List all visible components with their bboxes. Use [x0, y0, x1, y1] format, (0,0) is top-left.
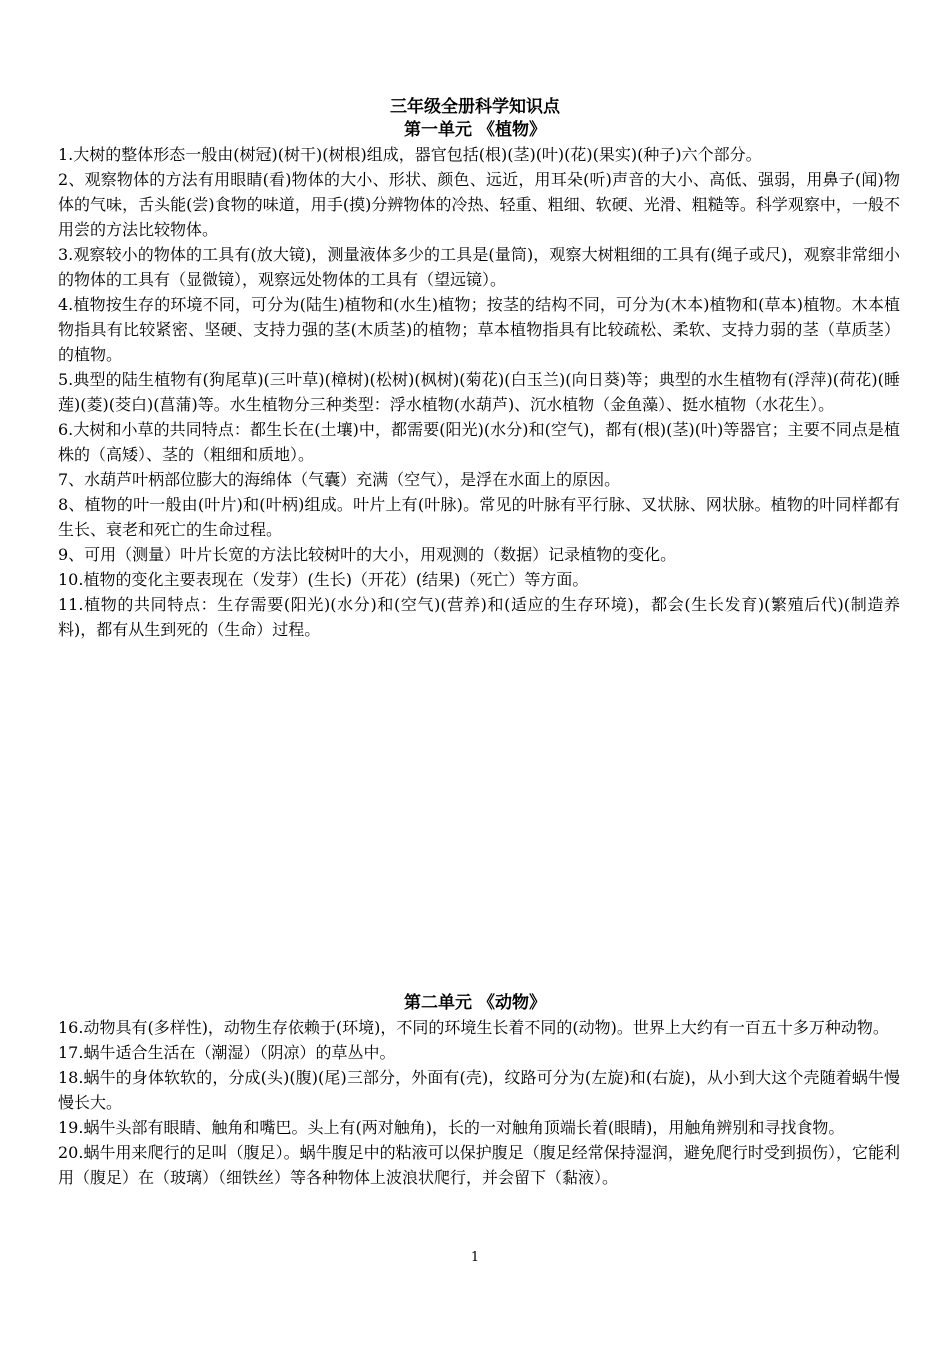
unit-2-content [58, 1015, 900, 1190]
unit-2-heading: 第二单元 《动物》 [404, 993, 546, 1013]
page-number: 1 [470, 1250, 480, 1265]
unit-1-item-1: 1.大树的整体形态一般由(树冠)(树干)(树根)组成，器官包括(根)(茎)(叶)(花)(果实)(种子)六个部分。 [58, 145, 762, 164]
unit-1-item-7: 7、水葫芦叶柄部位膨大的海绵体（气囊）充满（空气），是浮在水面上的原因。 [58, 470, 621, 489]
unit-1-heading: 第一单元 《植物》 [404, 120, 546, 140]
unit-2-item-17: 17.蜗牛适合生活在（潮湿）（阴凉）的草丛中。 [58, 1043, 396, 1062]
document-title: 三年级全册科学知识点 [390, 97, 560, 117]
unit-2-item-19: 19.蜗牛头部有眼睛、触角和嘴巴。头上有(两对触角)，长的一对触角顶端长着(眼睛)，用触角辨别和寻找食物。 [58, 1118, 845, 1137]
unit-2-item-20: 20.蜗牛用来爬行的足叫（腹足）。蜗牛腹足中的粘液可以保护腹足（腹足经常保持湿润，避免爬行时受到损伤），它能利用（腹足）在（玻璃）（细铁丝）等各种物体上波浪状爬行，并会留下（黏液）。 [58, 1143, 900, 1187]
unit-1-item-3: 3.观察较小的物体的工具有(放大镜)，测量液体多少的工具是(量筒)，观察大树粗细的工具有(绳子或尺)，观察非常细小的物体的工具有（显微镜），观察远处物体的工具有（望远镜）。 [58, 245, 900, 289]
unit-2-item-18: 18.蜗牛的身体软软的，分成(头)(腹)(尾)三部分，外面有(壳)，纹路可分为(左旋)和(右旋)，从小到大这个壳随着蜗牛慢慢长大。 [58, 1068, 900, 1112]
unit-1-item-4: 4.植物按生存的环境不同，可分为(陆生)植物和(水生)植物；按茎的结构不同，可分为(木本)植物和(草本)植物。木本植物指具有比较紧密、坚硬、支持力强的茎(木质茎)的植物；草本植物指具有比较疏松、柔软、支持力弱的茎（草质茎）的植物。 [58, 295, 900, 364]
unit-1-content [58, 142, 900, 642]
unit-1-item-5: 5.典型的陆生植物有(狗尾草)(三叶草)(樟树)(松树)(枫树)(菊花)(白玉兰)(向日葵)等；典型的水生植物有(浮萍)(荷花)(睡莲)(菱)(茭白)(菖蒲)等。水生植物分三种类型：浮水植物(水葫芦)、沉水植物（金鱼藻）、挺水植物（水花生）。 [58, 370, 900, 414]
unit-1-item-8: 8、植物的叶一般由(叶片)和(叶柄)组成。叶片上有(叶脉)。常见的叶脉有平行脉、叉状脉、网状脉。植物的叶同样都有生长、衰老和死亡的生命过程。 [58, 495, 900, 539]
unit-1-item-9: 9、可用（测量）叶片长宽的方法比较树叶的大小，用观测的（数据）记录植物的变化。 [58, 545, 677, 564]
unit-2-item-16: 16.动物具有(多样性)，动物生存依赖于(环境)，不同的环境生长着不同的(动物)。世界上大约有一百五十多万种动物。 [58, 1018, 889, 1037]
unit-1-item-6: 6.大树和小草的共同特点：都生长在(土壤)中，都需要(阳光)(水分)和(空气)，都有(根)(茎)(叶)等器官；主要不同点是植株的（高矮）、茎的（粗细和质地）。 [58, 420, 900, 464]
unit-1-item-11: 11.植物的共同特点：生存需要(阳光)(水分)和(空气)(营养)和(适应的生存环境)，都会(生长发育)(繁殖后代)(制造养料)，都有从生到死的（生命）过程。 [58, 595, 900, 639]
unit-1-item-2: 2、观察物体的方法有用眼睛(看)物体的大小、形状、颜色、远近，用耳朵(听)声音的大小、高低、强弱，用鼻子(闻)物体的气味，舌头能(尝)食物的味道，用手(摸)分辨物体的冷热、轻重、粗细、软硬、光滑、粗糙等。科学观察中，一般不用尝的方法比较物体。 [58, 170, 900, 239]
unit-1-item-10: 10.植物的变化主要表现在（发芽）(生长)（开花）(结果)（死亡）等方面。 [58, 570, 589, 589]
